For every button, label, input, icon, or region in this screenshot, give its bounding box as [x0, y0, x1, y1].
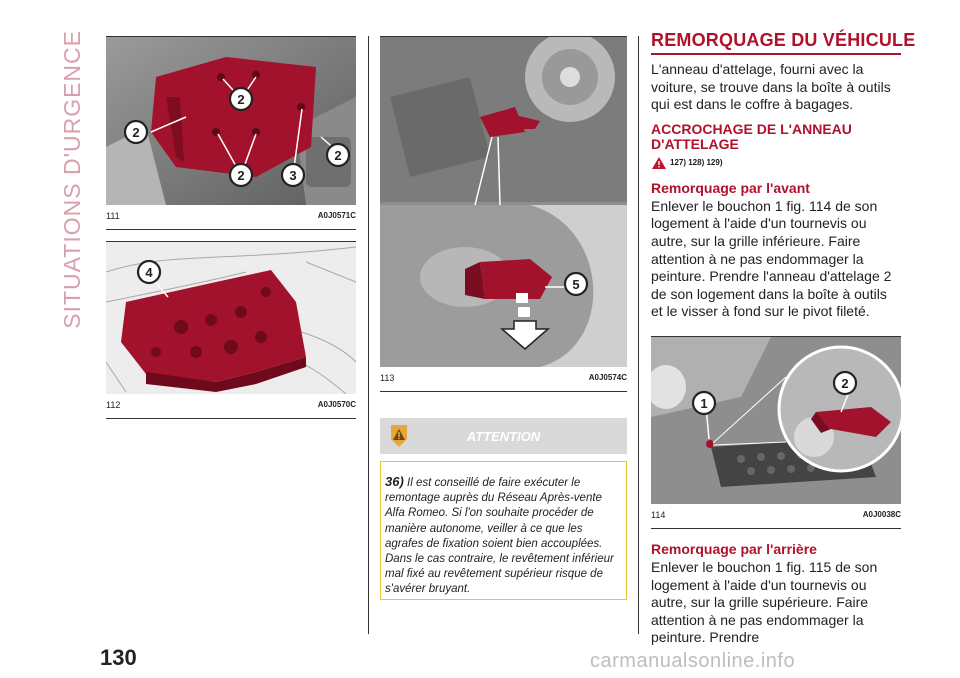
subtitle-line: D'ATTELAGE	[651, 135, 739, 152]
subtitle	[651, 122, 901, 152]
figure-111	[106, 36, 356, 221]
rear-towing-block	[651, 541, 901, 647]
attention-body	[380, 461, 627, 600]
intro-paragraph: L'anneau d'attelage, fourni avec la voiture, se trouve dans la boîte à outils qui est dans le coffre à bagages.	[651, 61, 891, 113]
figure-code: A0J0570C	[317, 400, 356, 409]
callout-label: 3	[289, 168, 297, 183]
right-column	[651, 30, 916, 321]
figure-code: A0J0038C	[862, 510, 901, 519]
figure-112	[106, 241, 356, 410]
subtitle-line: ACCROCHAGE DE L'ANNEAU	[651, 120, 852, 137]
attention-title: ATTENTION	[466, 428, 541, 444]
warning-references	[652, 157, 901, 169]
attention-text: Il est conseillé de faire exécuter le remontage auprès du Réseau Après-vente Alfa Romeo. Si l'on souhaite procéder de manière autonome, veiller à ce que les agrafes de fixation soient bien accouplées. Dans le cas contraire, le revêtement inférieur mal fixé au revêtement supérieur risque de s'avérer bruyant.	[385, 477, 614, 596]
callout-label: 2	[334, 148, 342, 163]
callout-label: 2	[237, 168, 245, 183]
figure-number: 111	[106, 211, 120, 221]
side-title-text: SITUATIONS D'URGENCE	[58, 30, 85, 329]
callout-label: 2	[237, 92, 245, 107]
page-number: 130	[100, 645, 137, 670]
callout-label: 2	[841, 376, 849, 391]
callout-label: 1	[700, 396, 708, 411]
figure-number: 112	[106, 400, 121, 410]
figure-number: 113	[380, 373, 395, 383]
rear-towing-title: Remorquage par l'arrière	[651, 541, 817, 557]
callout-label: 5	[572, 277, 580, 292]
figure-code: A0J0574C	[588, 373, 627, 382]
front-towing-title: Remorquage par l'avant	[651, 179, 810, 196]
figure-112-illustration	[106, 242, 356, 394]
column-divider	[638, 36, 639, 634]
column-divider	[368, 36, 369, 634]
note-number: 36)	[385, 474, 404, 489]
figure-number: 114	[651, 510, 666, 520]
figure-111-illustration	[106, 37, 356, 205]
section-title: REMORQUAGE DU VÉHICULE	[651, 30, 901, 55]
callout-label: 4	[145, 265, 153, 280]
figure-111-caption	[106, 205, 356, 230]
figure-114	[651, 336, 901, 520]
figure-112-caption	[106, 394, 356, 419]
reference-numbers: 127) 128) 129)	[670, 158, 723, 168]
warning-icon	[388, 423, 410, 449]
side-title	[52, 30, 92, 329]
callout-label: 2	[132, 125, 140, 140]
figure-113-caption	[380, 367, 627, 392]
figure-113-illustration	[380, 37, 627, 367]
attention-header	[380, 418, 627, 454]
rear-towing-text: Enlever le bouchon 1 fig. 115 de son logement à l'aide d'un tournevis ou autre, sur la grille supérieure. Faire attention à ne pas endommager la peinture. Prendre	[651, 559, 878, 646]
figure-114-illustration	[651, 337, 901, 504]
front-towing-text: Enlever le bouchon 1 fig. 114 de son logement à l'aide d'un tournevis ou autre, sur la grille inférieure. Faire attention à ne pas endommager la peinture. Prendre l'anneau d'attelage 2 de son logement dans la boîte à outils et le visser à fond sur le pivot fileté.	[651, 197, 892, 320]
figure-113	[380, 36, 627, 383]
warning-triangle-icon	[652, 157, 666, 169]
figure-114-caption	[651, 504, 901, 529]
figure-code: A0J0571C	[317, 211, 356, 220]
watermark: carmanualsonline.info	[590, 650, 796, 672]
